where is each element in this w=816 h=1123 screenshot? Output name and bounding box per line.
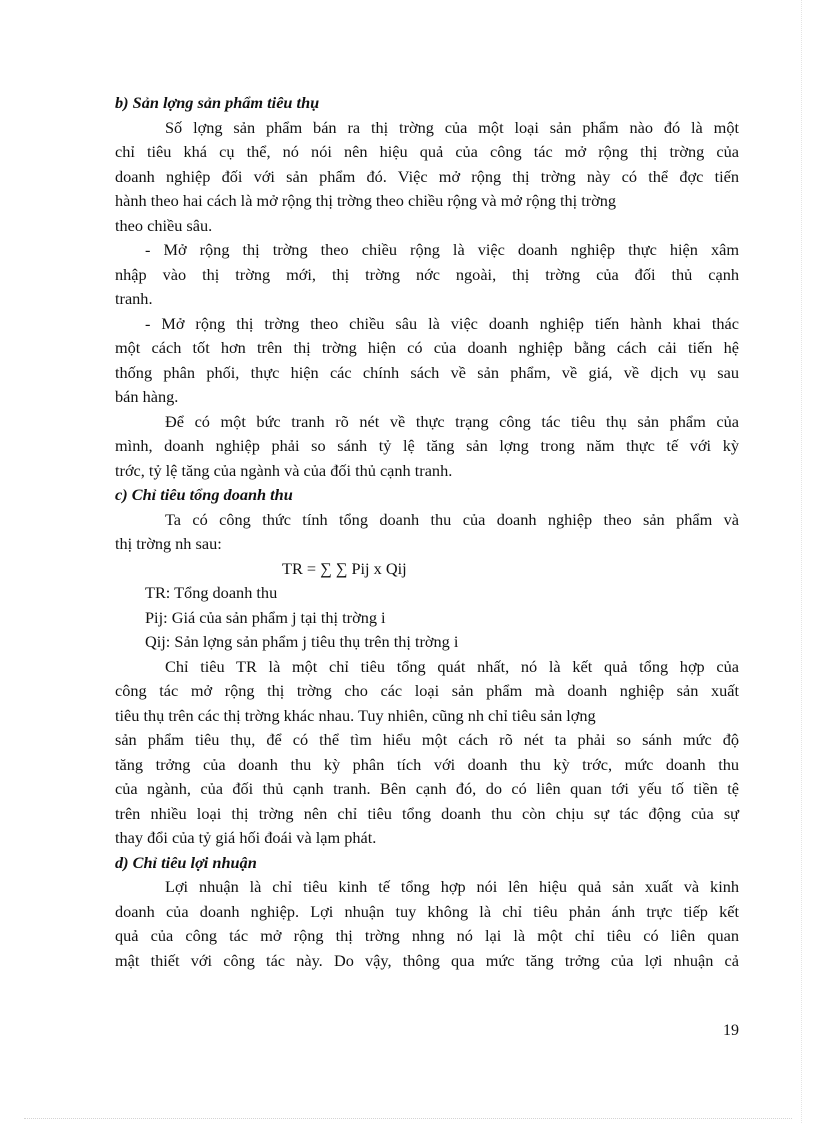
text-line: bán hàng.: [115, 387, 179, 406]
text-line: trớc, tỷ lệ tăng của ngành và của đối thủ cạnh tranh.: [115, 460, 453, 480]
text-line: thị trờng nh sau:: [115, 534, 222, 553]
page-bottom-border: [24, 1118, 792, 1119]
text-line: một cách tốt hơn trên thị trờng hiện có của doanh nghiệp bằng cách cải tiến hệ: [115, 338, 739, 357]
text-line: thay đổi của tỷ giá hối đoái và lạm phát.: [115, 828, 377, 847]
text-line: tăng trởng của doanh thu kỳ phân tích với doanh thu kỳ trớc, mức doanh thu: [115, 754, 739, 774]
text-line: tiêu thụ trên các thị trờng khác nhau. Tuy nhiên, cũng nh chỉ tiêu sản lợng: [115, 705, 596, 725]
text-line: thống phân phối, thực hiện các chính sách về sản phẩm, về giá, về dịch vụ sau: [115, 362, 739, 382]
text-line: chỉ tiêu khá cụ thể, nó nói nên hiệu quả của công tác mở rộng thị trờng của: [115, 142, 739, 161]
text-line: TR = ∑ ∑ Pij x Qij: [282, 558, 407, 578]
text-line: Chỉ tiêu TR là một chỉ tiêu tổng quát nhất, nó là kết quả tổng hợp của: [165, 656, 739, 676]
text-line: - Mở rộng thị trờng theo chiều sâu là việc doanh nghiệp tiến hành khai thác: [145, 313, 739, 333]
text-line: theo chiều sâu.: [115, 215, 213, 235]
text-line: doanh nghiệp đối với sản phẩm đó. Việc mở rộng thị trờng này có thể đợc tiến: [115, 166, 739, 186]
text-line: trên nhiều loại thị trờng nên chỉ tiêu tổng doanh thu còn chịu sự tác động của sự: [115, 803, 739, 823]
section-heading: b) Sản lợng sản phẩm tiêu thụ: [115, 93, 320, 112]
text-line: của ngành, của đối thủ cạnh tranh. Bên cạnh đó, do có liên quan tới yếu tố tiền tệ: [115, 779, 739, 798]
text-line: hành theo hai cách là mở rộng thị trờng theo chiều rộng và mở rộng thị trờng: [115, 191, 617, 210]
text-line: doanh của doanh nghiệp. Lợi nhuận tuy không là chỉ tiêu phản ánh trực tiếp kết: [115, 901, 739, 921]
page-number: 19: [723, 1022, 739, 1039]
page-right-border: [801, 0, 802, 1123]
section-heading: c) Chỉ tiêu tổng doanh thu: [115, 485, 293, 504]
text-line: Pij: Giá của sản phẩm j tại thị trờng i: [145, 607, 386, 627]
text-line: Để có một bức tranh rõ nét về thực trạng công tác tiêu thụ sản phẩm của: [165, 411, 739, 431]
text-line: sản phẩm tiêu thụ, để có thể tìm hiểu một cách rõ nét ta phải so sánh mức độ: [115, 730, 739, 749]
text-line: TR: Tổng doanh thu: [145, 583, 278, 602]
text-line: nhập vào thị trờng mới, thị trờng nớc ngoài, thị trờng của đối thủ cạnh: [115, 264, 739, 284]
text-line: mật thiết với công tác này. Do vậy, thông qua mức tăng trởng của lợi nhuận cả: [115, 950, 739, 970]
text-line: - Mở rộng thị trờng theo chiều rộng là việc doanh nghiệp thực hiện xâm: [145, 240, 739, 259]
text-line: mình, doanh nghiệp phải so sánh tỷ lệ tăng sản lợng trong năm thực tế với kỳ: [115, 436, 739, 455]
text-line: Lợi nhuận là chỉ tiêu kinh tế tổng hợp nói lên hiệu quả sản xuất và kinh: [165, 877, 739, 896]
text-line: Ta có công thức tính tổng doanh thu của doanh nghiệp theo sản phẩm và: [165, 509, 739, 529]
text-line: Số lợng sản phẩm bán ra thị trờng của một loại sản phẩm nào đó là một: [165, 117, 739, 137]
section-heading: d) Chỉ tiêu lợi nhuận: [115, 852, 257, 872]
text-line: Qij: Sản lợng sản phẩm j tiêu thụ trên thị trờng i: [145, 632, 459, 651]
text-line: quả của công tác mở rộng thị trờng nhng nó lại là một chỉ tiêu có liên quan: [115, 926, 739, 945]
text-line: tranh.: [115, 289, 153, 308]
text-line: công tác mở rộng thị trờng cho các loại sản phẩm mà doanh nghiệp sản xuất: [115, 681, 739, 700]
